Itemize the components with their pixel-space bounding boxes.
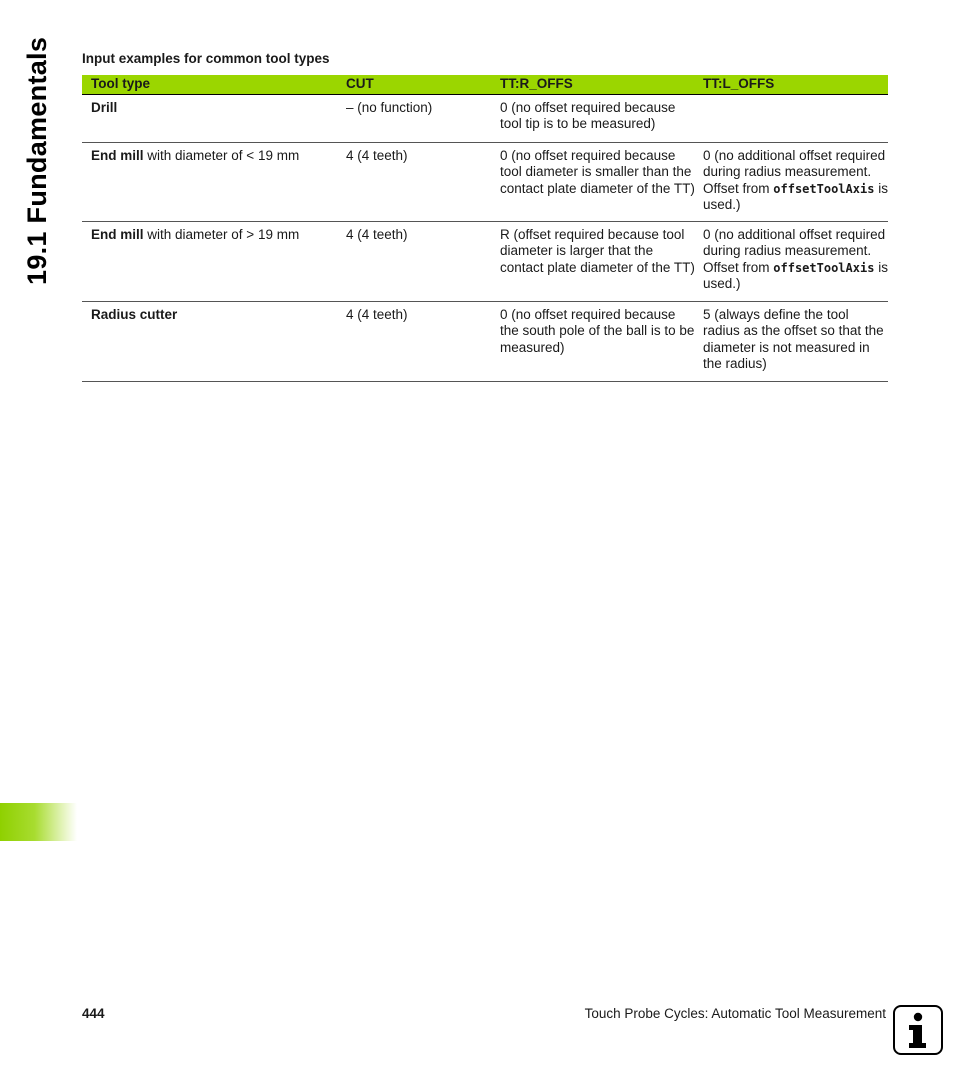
tool-name: Drill (91, 100, 118, 116)
l-offs-text-end: is used.) (703, 259, 888, 291)
tool-type-cell (82, 95, 337, 142)
tool-type-cell (82, 302, 337, 381)
l-offs-text: 0 (no additional offset required during radius measurement. Offset from (703, 227, 886, 275)
cut-cell: – (no function) (346, 100, 433, 116)
chapter-tab-marker (0, 803, 77, 841)
page-number: 444 (82, 1006, 105, 1021)
table-row (82, 222, 888, 302)
cut-cell: 4 (4 teeth) (346, 148, 408, 164)
l-offs-text-end: is used.) (703, 180, 888, 212)
tool-type-cell (82, 222, 337, 301)
l-offs-text: 0 (no additional offset required during radius measurement. Offset from (703, 148, 886, 196)
tool-type-cell (82, 143, 337, 221)
r-offs-cell: 0 (no offset required because the south pole of the ball is to be measured) (500, 307, 695, 355)
column-header-cut: CUT (346, 76, 374, 91)
l-offs-text: 5 (always define the tool radius as the offset so that the diameter is not measured in the radius) (703, 307, 884, 371)
tool-types-table (82, 75, 888, 382)
table-header-row (82, 75, 888, 95)
l-offs-cell (695, 302, 888, 381)
table-row (82, 143, 888, 222)
r-offs-cell: R (offset required because tool diameter is larger that the contact plate diameter of the TT) (500, 227, 695, 275)
book-title: Touch Probe Cycles: Automatic Tool Measurement (584, 1006, 886, 1021)
l-offs-cell (695, 95, 888, 142)
table-row (82, 95, 888, 143)
l-offs-code: offsetToolAxis (773, 181, 875, 196)
r-offs-cell: 0 (no offset required because tool tip is to be measured) (500, 100, 676, 132)
l-offs-cell (695, 222, 888, 301)
table-row (82, 302, 888, 382)
cut-cell: 4 (4 teeth) (346, 227, 408, 243)
column-header-tool-type: Tool type (91, 76, 150, 91)
tool-name: Radius cutter (91, 307, 178, 323)
cut-cell: 4 (4 teeth) (346, 307, 408, 323)
info-icon (893, 1005, 943, 1055)
l-offs-cell (695, 143, 888, 221)
tool-name: End mill (91, 148, 144, 164)
l-offs-code: offsetToolAxis (773, 260, 875, 275)
section-side-title: 19.1 Fundamentals (22, 36, 52, 285)
section-heading: Input examples for common tool types (82, 51, 330, 66)
column-header-l-offs: TT:L_OFFS (703, 76, 775, 91)
tool-detail: with diameter of < 19 mm (143, 148, 300, 164)
tool-detail: with diameter of > 19 mm (143, 227, 300, 243)
column-header-r-offs: TT:R_OFFS (500, 76, 573, 91)
r-offs-cell: 0 (no offset required because tool diameter is smaller than the contact plate diameter of the TT) (500, 148, 695, 196)
tool-name: End mill (91, 227, 144, 243)
